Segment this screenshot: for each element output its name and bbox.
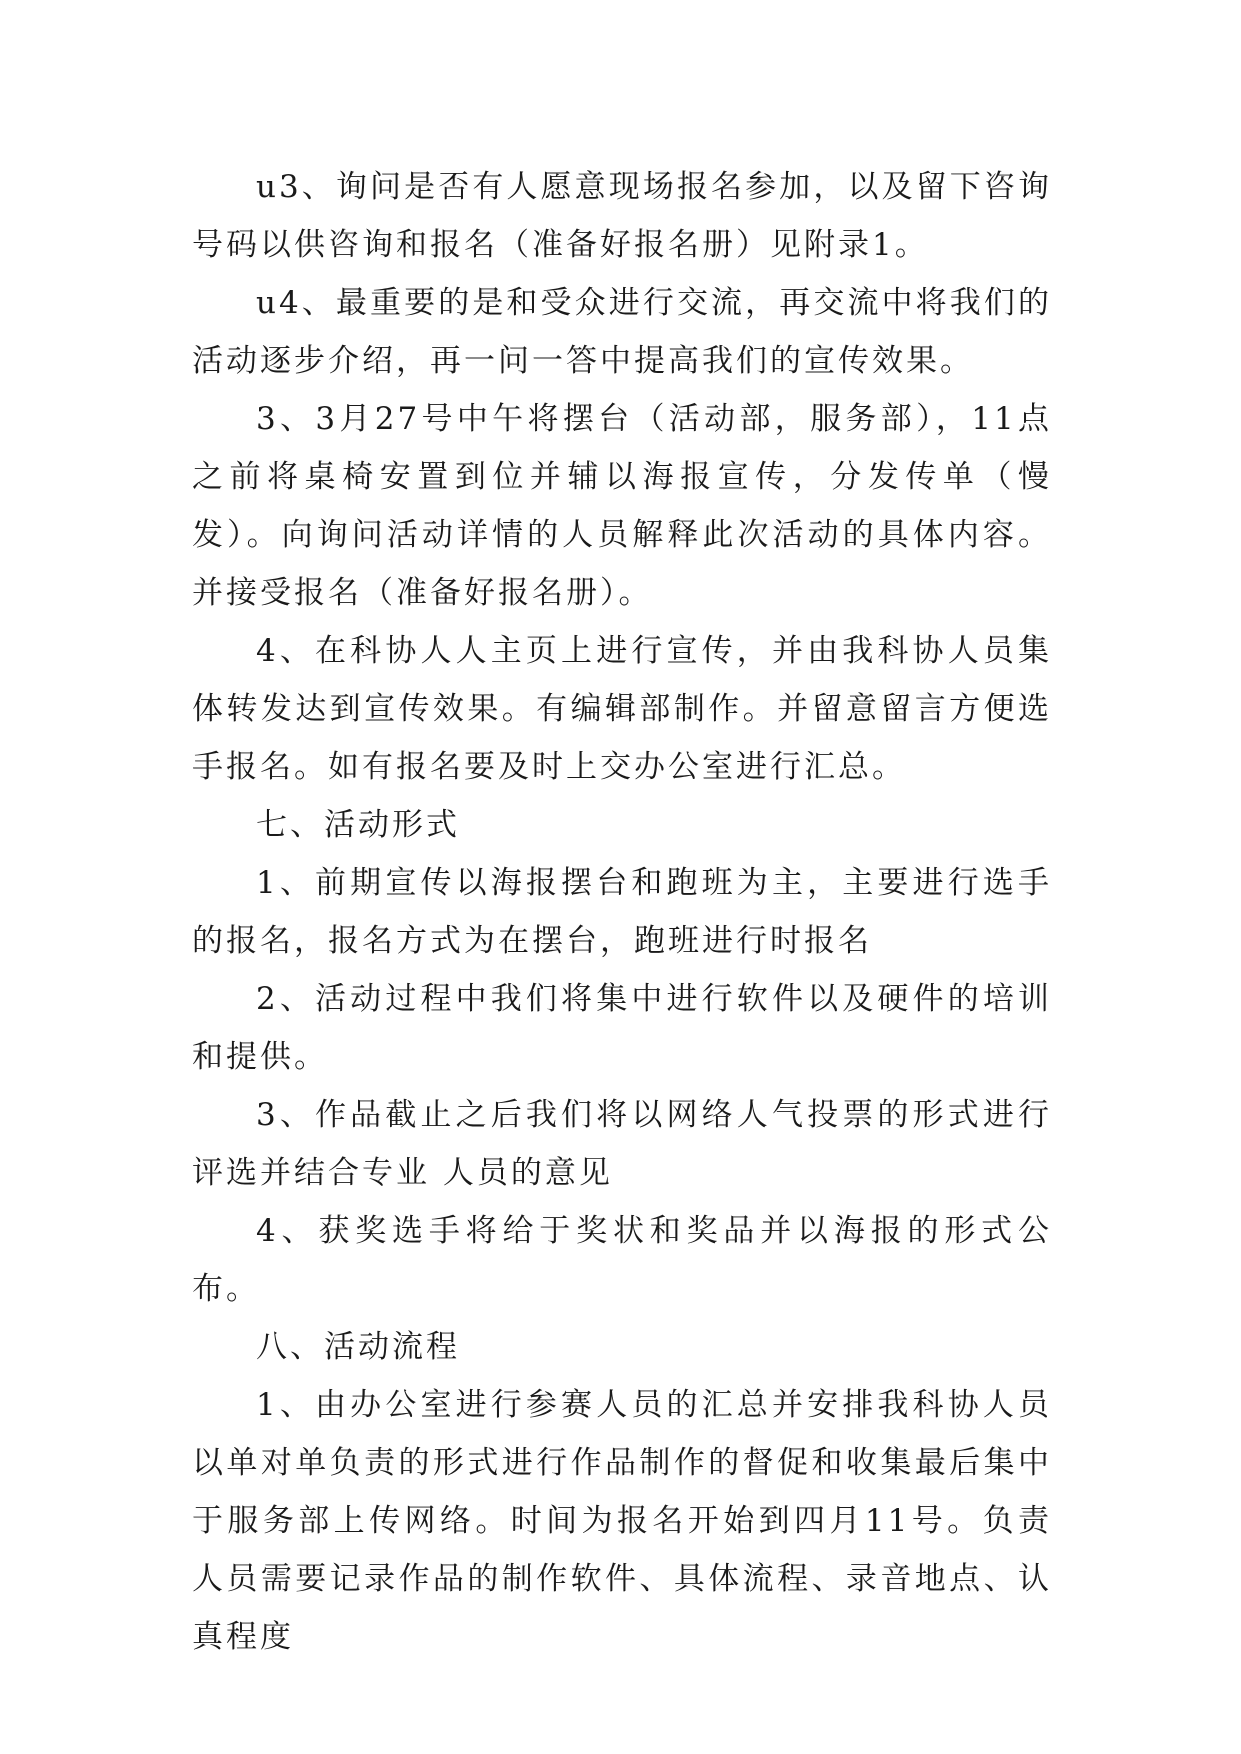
document-body — [192, 158, 1052, 1666]
paragraph-u4-communication: u4、最重要的是和受众进行交流，再交流中将我们的活动逐步介绍，再一问一答中提高我们的宣传效果。 — [192, 285, 1052, 379]
paragraph-renren-promotion: 4、在科协人人主页上进行宣传，并由我科协人员集体转发达到宣传效果。有编辑部制作。并留意留言方便选手报名。如有报名要及时上交办公室进行汇总。 — [192, 633, 1052, 785]
paragraph-process-1: 1、由办公室进行参赛人员的汇总并安排我科协人员以单对单负责的形式进行作品制作的督促和收集最后集中于服务部上传网络。时间为报名开始到四月11号。负责人员需要记录作品的制作软件、具体流程、录音地点、认真程度 — [192, 1387, 1052, 1655]
paragraph-form-3: 3、作品截止之后我们将以网络人气投票的形式进行评选并结合专业 人员的意见 — [192, 1097, 1052, 1191]
paragraph-booth-setup: 3、3月27号中午将摆台（活动部，服务部），11点之前将桌椅安置到位并辅以海报宣传，分发传单（慢发）。向询问活动详情的人员解释此次活动的具体内容。并接受报名（准备好报名册）。 — [192, 401, 1052, 611]
paragraph-form-4: 4、获奖选手将给于奖状和奖品并以海报的形式公布。 — [192, 1213, 1052, 1307]
paragraph-u3-inquiry: u3、询问是否有人愿意现场报名参加，以及留下咨询号码以供咨询和报名（准备好报名册）见附录1。 — [192, 169, 1052, 263]
paragraph-form-2: 2、活动过程中我们将集中进行软件以及硬件的培训和提供。 — [192, 981, 1052, 1075]
section-heading-activity-process: 八、活动流程 — [256, 1329, 460, 1365]
paragraph-form-1: 1、前期宣传以海报摆台和跑班为主，主要进行选手的报名，报名方式为在摆台，跑班进行时报名 — [192, 865, 1052, 959]
section-heading-activity-form: 七、活动形式 — [256, 807, 460, 843]
